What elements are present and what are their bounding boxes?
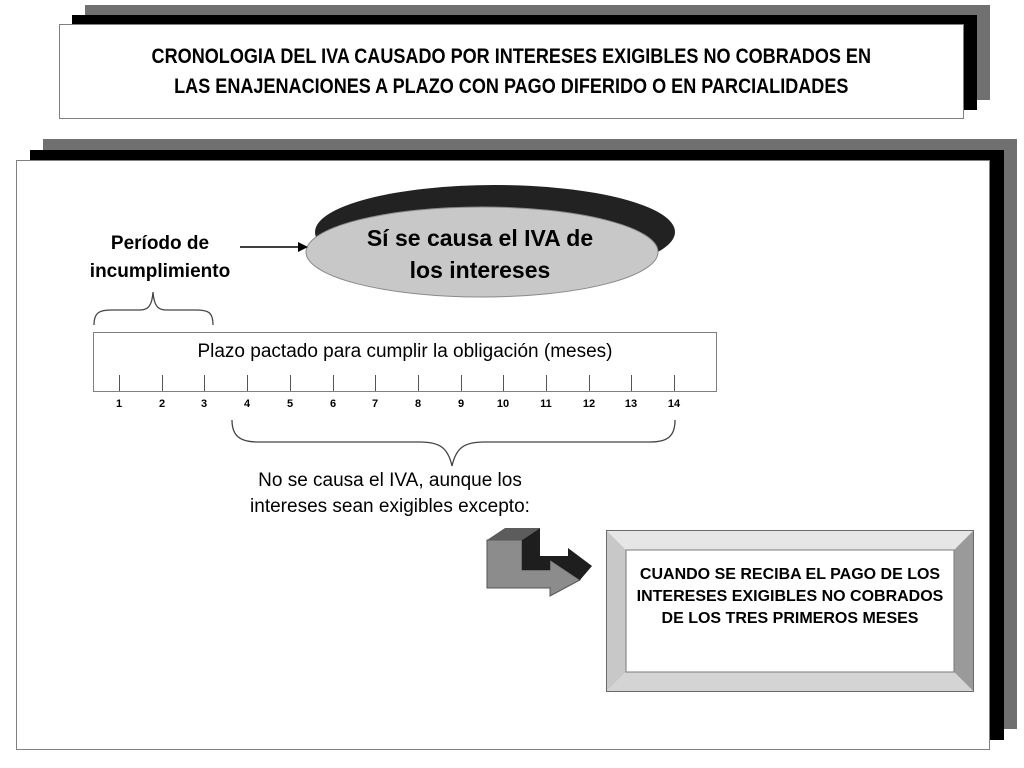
timeline-tick — [631, 375, 632, 391]
bevel-left — [606, 530, 626, 692]
timeline-month-label: 11 — [540, 398, 552, 410]
brace-incumplimiento — [94, 292, 213, 325]
timeline-tick — [333, 375, 334, 391]
timeline-month-label: 6 — [329, 398, 337, 410]
timeline-tick — [290, 375, 291, 391]
timeline-month-label: 7 — [371, 398, 379, 410]
timeline-tick — [119, 375, 120, 391]
timeline-month-label: 14 — [667, 398, 681, 410]
timeline-month-label: 9 — [457, 398, 465, 410]
timeline-tick — [247, 375, 248, 391]
timeline-tick — [375, 375, 376, 391]
exception-text — [626, 564, 954, 630]
timeline-month-label: 3 — [200, 398, 208, 410]
timeline-tick — [546, 375, 547, 391]
timeline-tick — [589, 375, 590, 391]
title-line-1: CRONOLOGIA DEL IVA CAUSADO POR INTERESES EXIGIBLES NO COBRADOS EN — [151, 44, 872, 68]
bevel-bottom — [606, 672, 974, 692]
ellipse-line-1: Sí se causa el IVA de — [366, 225, 594, 251]
incumplimiento-line-2: incumplimiento — [89, 261, 231, 282]
bevel-right — [954, 530, 974, 692]
timeline-tick — [162, 375, 163, 391]
timeline-month-label: 4 — [243, 398, 251, 410]
timeline-tick — [503, 375, 504, 391]
title-line-2: LAS ENAJENACIONES A PLAZO CON PAGO DIFERIDO O EN PARCIALIDADES — [174, 74, 849, 98]
ellipse-label — [330, 222, 630, 286]
no-causa-line-1: No se causa el IVA, aunque los — [258, 470, 522, 491]
exception-line-2: INTERESES EXIGIBLES NO COBRADOS — [636, 588, 944, 605]
timeline-tick — [418, 375, 419, 391]
exception-line-1: CUANDO SE RECIBA EL PAGO DE LOS — [639, 566, 941, 583]
no-causa-label — [220, 468, 560, 520]
bevel-top — [606, 530, 974, 550]
brace-no-causa — [232, 420, 675, 466]
ellipse-line-2: los intereses — [409, 257, 551, 283]
timeline-month-label: 10 — [496, 398, 510, 410]
timeline-month-label: 5 — [286, 398, 294, 410]
timeline-month-label: 13 — [624, 398, 638, 410]
periodo-incumplimiento-label — [70, 230, 250, 286]
timeline-month-label: 2 — [158, 398, 166, 410]
incumplimiento-line-1: Período de — [110, 233, 210, 254]
timeline-month-label: 12 — [582, 398, 596, 410]
exception-line-3: DE LOS TRES PRIMEROS MESES — [661, 610, 919, 627]
timeline-month-label: 1 — [115, 398, 123, 410]
timeline-tick — [204, 375, 205, 391]
timeline-month-label: 8 — [414, 398, 422, 410]
timeline-tick — [674, 375, 675, 391]
timeline-tick — [461, 375, 462, 391]
no-causa-line-2: intereses sean exigibles excepto: — [250, 496, 530, 517]
timeline-caption: Plazo pactado para cumplir la obligación (meses) — [197, 341, 613, 362]
